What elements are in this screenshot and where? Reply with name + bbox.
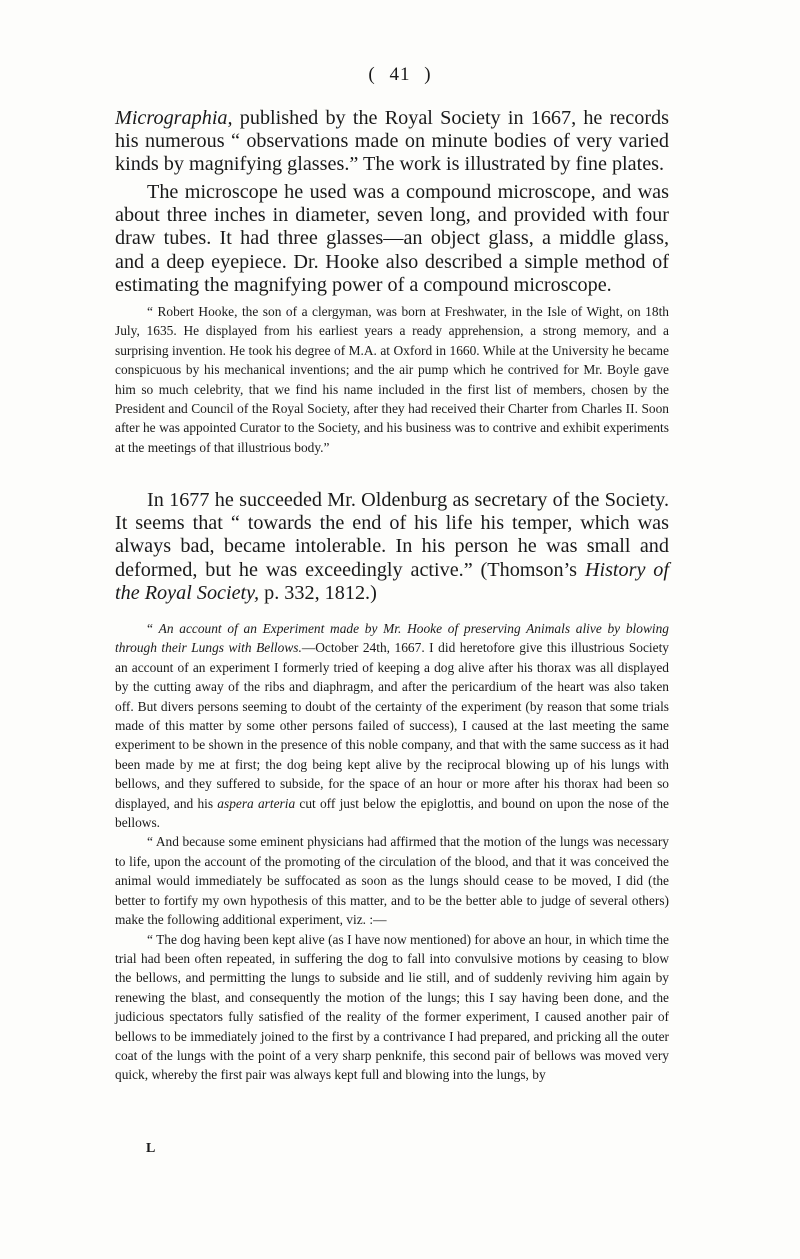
quote-text-dog: “ The dog having been kept alive (as I have now mentioned) for above an hour, in which time the trial had been often repeated, in suffering the dog to fall into convulsive motions by ceasing to blow the bellows, and permitting the lungs to subside and lie still, and of suddenly reviving him again by renewing the blast, and consequently the motion of the lungs; this I say having been done, and the judicious spectators fully satisfied of the reality of the former experiment, I caused another pair of bellows to be immediately joined to the first by a contrivance I had prepared, and pricking all the outer coat of the lungs with the point of a very sharp penknife, this second pair of bellows was moved very quick, whereby the first pair was always kept full and blowing into the lungs, by (115, 931, 669, 1083)
page-number: ( 41 ) (368, 64, 432, 85)
paragraph-text: In 1677 he succeeded Mr. Oldenburg as secretary of the Society. It seems that “ towards the end of his life his temper, which was always bad, became intolerable. In his person he was small and deformed, but he was exceedingly active.” (Thomson’s (115, 489, 669, 581)
quote-title: An account of an Experiment made by Mr. Hooke of preserving Animals alive by blowing through their Lungs with Bellows. (115, 621, 669, 656)
quote-text: “ Robert Hooke, the son of a clergyman, was born at Freshwater, in the Isle of Wight, on 18th July, 1635. He displayed from his earliest years a ready apprehension, a strong memory, and a surprising invention. He took his degree of M.A. at Oxford in 1660. While at the University he became conspicuous by his mechanical inventions; and the air pump which he contrived for Mr. Boyle gave him so much celebrity, that we find his name included in the first list of members, chosen by the President and Council of the Royal Society, after they had received their Charter from Charles II. Soon after he was appointed Curator to the Society, and his business was to contrive and exhibit experiments at the meetings of that illustrious body.” (115, 304, 669, 455)
quote-text-end: cut off just below the epiglottis, and bound on upon the nose of the bellows. (115, 795, 670, 831)
body-paragraph-secretary (115, 489, 669, 605)
quote-text: —October 24th, 1667. I did heretofore give this illustrious Society an account of an experiment I formerly tried of keeping a dog alive after his thorax was all displayed by the cutting away of the ribs and diaphragm, and after the pericardium of the heart was also taken off. But divers persons seeming to doubt of the certainty of the experiment (by reason that some trials made of this matter by some other persons failed of success), I caused at the last meeting the same experiment to be shown in the presence of this noble company, and that with the same success as it had been made by me at first; the dog being kept alive by the reciprocal blowing up of his lungs with bellows, and they suffered to subside, for the space of an hour or more after his thorax had been so displayed, and his (115, 640, 669, 811)
paragraph-text: published by the Royal Society in 1667, he records his numerous “ observations made on minute bodies of very varied kinds by magnifying glasses.” The work is illustrated by fine plates. (115, 107, 669, 176)
body-paragraph-microscope (115, 181, 669, 297)
title-history-royal-society: History of the Royal Society, (115, 558, 670, 604)
quote-experiment-account (115, 619, 669, 1085)
quote-text-physicians: “ And because some eminent physicians had affirmed that the motion of the lungs was necessary to life, upon the account of the promoting of the circulation of the blood, and that it was conceived the animal would immediately be suffocated as soon as the lungs should cease to be moved, I did (the better to fortify my own hypothesis of this matter, and to be the better able to judge of several others) make the following additional experiment, viz. :— (115, 834, 669, 928)
term-aspera-arteria: aspera arteria (217, 795, 296, 811)
quote-hooke-biography (115, 302, 669, 457)
title-micrographia: Micrographia, (115, 107, 233, 129)
signature-mark: L (146, 1141, 157, 1156)
quote-open-mark: “ (147, 621, 159, 636)
paragraph-text: The microscope he used was a compound microscope, and was about three inches in diameter, seven long, and provided with four draw tubes. It had three glasses—an object glass, a middle glass, and a deep eyepiece. Dr. Hooke also described a simple method of estimating the magnifying power of a compound microscope. (115, 181, 669, 296)
body-paragraph-micrographia (115, 107, 669, 177)
paragraph-text-end: p. 332, 1812.) (259, 581, 377, 604)
